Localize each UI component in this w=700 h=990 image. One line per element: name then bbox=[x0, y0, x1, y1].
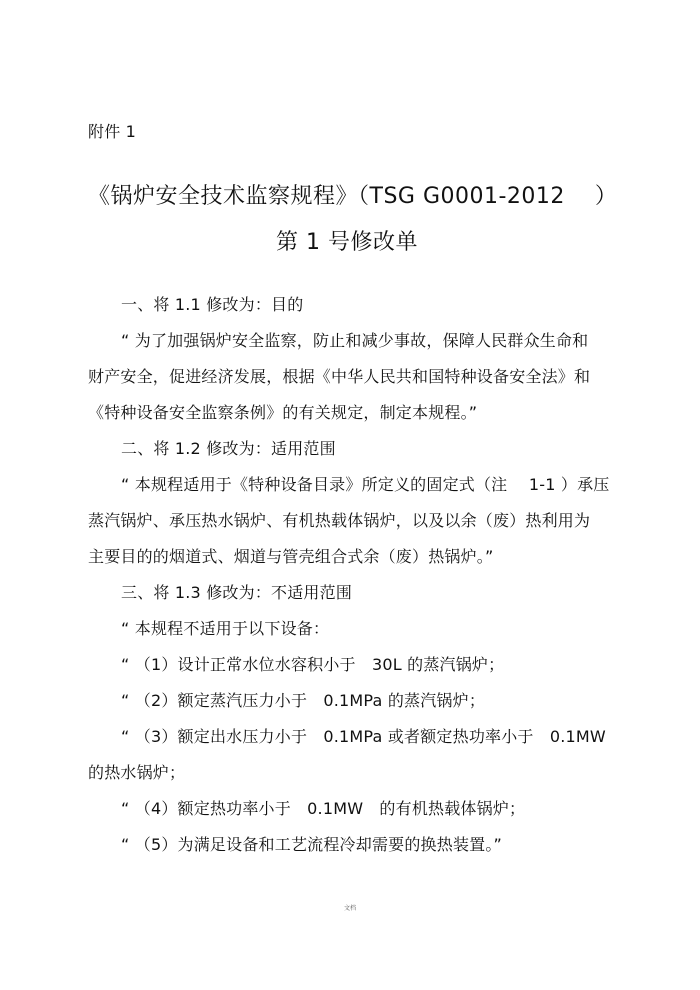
paragraph-line: 《特种设备安全监察条例》的有关规定，制定本规程。” bbox=[88, 403, 478, 422]
list-item: “ （1）设计正常水位水容积小于 30L 的蒸汽锅炉； bbox=[121, 655, 505, 674]
paragraph-line: “ 本规程适用于《特种设备目录》所定义的固定式（注 1-1 ）承压 bbox=[121, 475, 610, 494]
list-item: “ （4）额定热功率小于 0.1MW 的有机热载体锅炉； bbox=[121, 799, 526, 818]
section-heading-1: 一、将 1.1 修改为：目的 bbox=[121, 295, 304, 314]
section-heading-3: 三、将 1.3 修改为：不适用范围 bbox=[121, 583, 353, 602]
list-item: “ （5）为满足设备和工艺流程冷却需要的换热装置。” bbox=[121, 835, 503, 854]
document-title-line1: 《锅炉安全技术监察规程》（TSG G0001-2012 ） bbox=[88, 184, 618, 209]
list-item-continuation: 的热水锅炉； bbox=[88, 763, 186, 782]
page-footer: 文档 bbox=[343, 905, 356, 912]
attachment-label: 附件 1 bbox=[88, 122, 137, 141]
list-item: “ （2）额定蒸汽压力小于 0.1MPa 的蒸汽锅炉； bbox=[121, 691, 486, 710]
section-heading-2: 二、将 1.2 修改为：适用范围 bbox=[121, 439, 336, 458]
paragraph-line: 财产安全，促进经济发展，根据《中华人民共和国特种设备安全法》和 bbox=[88, 367, 591, 386]
paragraph-line: “ 本规程不适用于以下设备： bbox=[121, 619, 330, 638]
list-item: “ （3）额定出水压力小于 0.1MPa 或者额定热功率小于 0.1MW bbox=[121, 727, 606, 746]
paragraph-line: 主要目的的烟道式、烟道与管壳组合式余（废）热锅炉。” bbox=[88, 547, 494, 566]
paragraph-line: “ 为了加强锅炉安全监察，防止和减少事故，保障人民群众生命和 bbox=[121, 331, 589, 350]
document-title-line2: 第 1 号修改单 bbox=[276, 230, 418, 255]
paragraph-line: 蒸汽锅炉、承压热水锅炉、有机热载体锅炉，以及以余（废）热利用为 bbox=[88, 511, 591, 530]
